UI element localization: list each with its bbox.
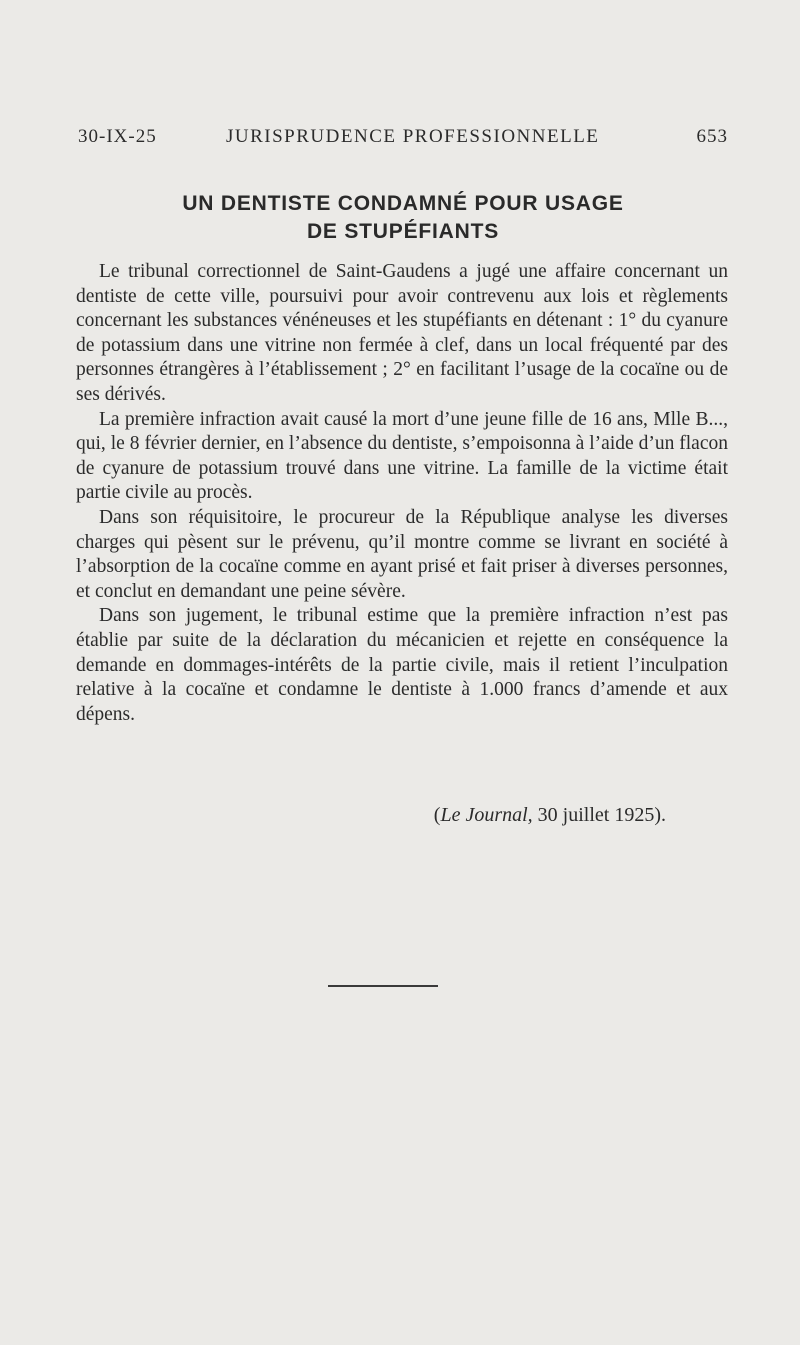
source-publication: Le Journal,: [440, 804, 533, 826]
header-section: JURISPRUDENCE PROFESSIONNELLE: [226, 126, 600, 147]
article-body: [76, 260, 728, 727]
paragraph-4: Dans son jugement, le tribunal estime que la première infraction n’est pas établie par suite de la déclaration du mécanicien et rejette en conséquence la demande en dommages-intérêts de la partie civile, mais il retient l’inculpation relative à la cocaïne et condamne le dentiste à 1.000 francs d’amende et aux dépens.: [76, 605, 728, 725]
source-open: (: [433, 804, 441, 826]
article-source: [78, 804, 666, 827]
article-title-line-2: DE STUPÉFIANTS: [306, 220, 500, 243]
source-date: 30 juillet 1925).: [532, 804, 666, 826]
page-number: 653: [696, 126, 728, 147]
paragraph-2: La première infraction avait causé la mort d’une jeune fille de 16 ans, Mlle B..., qui, le 8 février dernier, en l’absence du dentiste, s’empoisonna à l’aide d’un flacon de cyanure de potassium trouvé dans une vitrine. La famille de la victime était partie civile au procès.: [76, 408, 728, 504]
article-title-line-1: UN DENTISTE CONDAMNÉ POUR USAGE: [182, 192, 624, 215]
paragraph-1: Le tribunal correctionnel de Saint-Gaudens a jugé une affaire concernant un dentiste de cette ville, poursuivi pour avoir contrevenu aux lois et règlements concernant les substances vénéneuses et les stupéfiants en détenant : 1° du cyanure de potassium dans une vitrine non fermée à clef, dans un local fréquenté par des personnes étrangères à l’établissement ; 2° en facilitant l’usage de la cocaïne ou de ses dérivés.: [76, 261, 728, 405]
paragraph-3: Dans son réquisitoire, le procureur de la République analyse les diverses charges qui pèsent sur le prévenu, qu’il montre comme se livrant en société à l’absorption de la cocaïne comme en ayant prisé et fait priser à diverses personnes, et conclut en demandant une peine sévère.: [76, 506, 728, 602]
header-date: 30-IX-25: [78, 126, 157, 147]
end-rule: [328, 985, 438, 987]
running-header: [78, 126, 728, 156]
article-title: [78, 190, 728, 246]
